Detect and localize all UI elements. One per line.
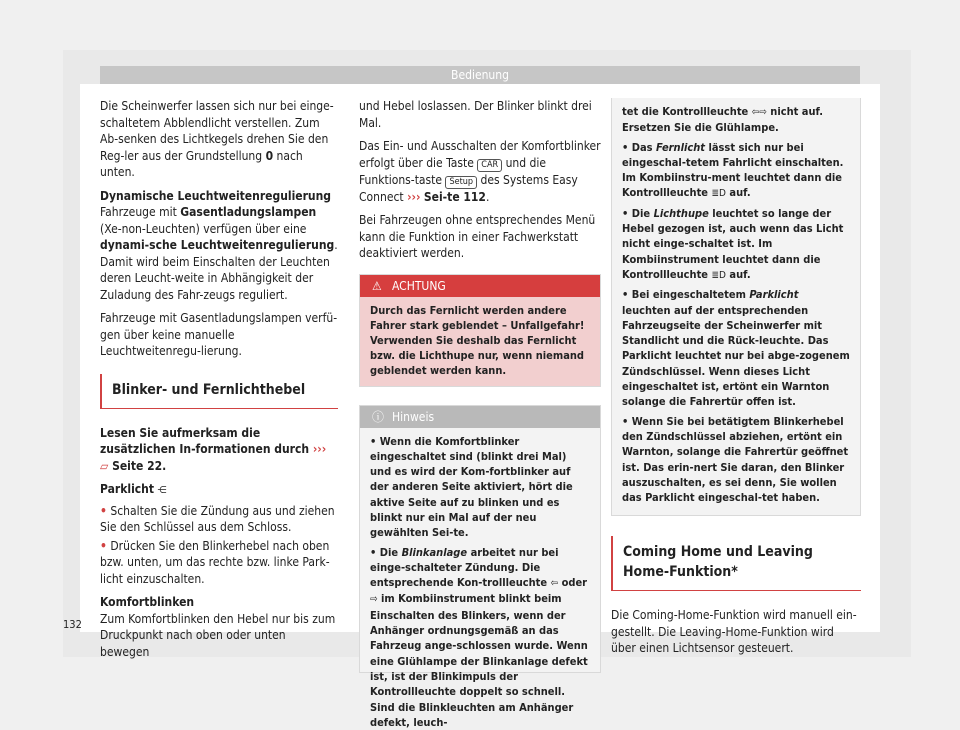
book-icon: ▱ [100,458,109,473]
page-header [100,66,860,84]
paragraph-coming-home: Die Coming-Home-Funktion wird manuell ein-gestellt. Die Leaving-Home-Funktion wird über einen Lichtsensor gesteuert. [611,608,857,656]
page-link[interactable]: Seite 22 [112,458,163,473]
warning-header: ⚠ ACHTUNG [360,275,600,297]
note-item: • Die Lichthupe leuchtet so lange der Hebel gezogen ist, auch wenn das Licht nicht einge-schaltet ist. Im Kombiinstrument leuchtet dann die Kontrollleuchte ≣D auf. [622,206,850,283]
note-text [612,98,860,515]
setup-key: Setup [445,176,477,189]
paragraph-dynamic: Fahrzeuge mit Gasentladungslampen (Xe-non-Leuchten) verfügen über eine dynami-sche Leuchtweitenregulierung. Damit wird beim Einschalten der Leuchten deren Leucht-weite in Abhängigkeit der Zuladung des Fahr-zeugs reguliert. [100,205,338,302]
note-item: • Wenn Sie bei betätigtem Blinkerhebel den Zündschlüssel abziehen, ertönt ein Warnton, solange die Fahrertür geöffnet ist. Das erin-nert Sie daran, den Blinker auszuschalten, es sei denn, Sie wollen das Parklicht eingeschal-tet haben. [622,414,849,505]
arrow-right-icon: ⇨ [370,594,378,606]
high-beam-icon: ≣D [711,188,726,200]
note-text [360,428,600,729]
note-header: ⓘ Hinweis [360,406,600,428]
list-item: • Schalten Sie die Zündung aus und ziehen Sie den Schlüssel aus dem Schloss. [100,503,335,534]
car-key-icon: CAR [477,159,502,172]
page-number: 132 [63,618,82,631]
header-title: Bedienung [451,68,509,82]
high-beam-icon: ≣D [711,269,726,281]
note-box [359,405,601,729]
note-item: tet die Kontrollleuchte ⇦⇨ nicht auf. Ersetzen Sie die Glühlampe. [622,105,823,135]
page-link[interactable]: Sei-te 112 [423,189,486,204]
paragraph-no-manual: Fahrzeuge mit Gasentladungslampen verfü-gen über keine manuelle Leuchtweitenregu-lierung. [100,311,338,358]
heading-dynamic: Dynamische Leuchtweitenregulierung [100,188,332,203]
paragraph-workshop: Bei Fahrzeugen ohne entsprechendes Menü kann die Funktion in einer Fachwerkstatt deaktiviert werden. [359,213,596,260]
column-1 [100,98,338,667]
section-blinker [100,374,338,409]
warning-box [359,274,601,387]
warning-text: Durch das Fernlicht werden andere Fahrer stark geblendet – Unfallgefahr! Verwenden Sie deshalb das Fernlicht bzw. die Lichthupe nur, wenn niemand geblendet werden kann. [360,297,600,386]
heading-parklicht: Parklicht ⋲ [100,481,338,500]
column-3 [611,98,861,664]
trailer-indicator-icon: ⇦⇨ [751,107,767,118]
read-notice: Lesen Sie aufmerksam die zusätzlichen In-formationen durch ››› ▱ Seite 22. [100,425,327,473]
paragraph-komfort: Zum Komfortblinken den Hebel nur bis zum Druckpunkt nach oben oder unten bewegen [100,611,336,659]
list-item: • Drücken Sie den Blinkerhebel nach oben bzw. unten, um das rechte bzw. linke Park-licht einzuschalten. [100,538,330,586]
arrow-left-icon: ⇦ [550,578,559,590]
parklight-icon: ⋲ [157,485,167,496]
section-title: Blinker- und Fernlichthebel [112,381,306,398]
note-item: • Die Blinkanlage arbeitet nur bei einge-schalteter Zündung. Die entsprechende Kon-trollleuchte ⇦ oder ⇨ im Kombiinstrument blinkt beim Einschalten des Blinkers, wenn der Anhänger ordnungsgemäß an das Fahrzeug ange-schlossen wurde. Wenn eine Glühlampe der Blinkanlage defekt ist, ist der Blinkimpuls der Kontrollleuchte doppelt so schnell. Sind die Blinkleuchten am Anhänger defekt, leuch- [370,545,588,729]
section-title: Coming Home und Leaving Home-Funktion* [623,544,813,581]
note-box-continued [611,98,861,516]
paragraph-setup: Das Ein- und Ausschalten der Komfortblinker erfolgt über die Taste CAR und die Funktions-taste Setup des Systems Easy Connect ››› Sei-te 112. [359,139,601,204]
note-item: • Bei eingeschaltetem Parklicht leuchten auf der entsprechenden Fahrzeugseite der Scheinwerfer mit Standlicht und die Rück-leuchte. Das Parklicht leuchtet nur bei abge-zogenem Zündschlüssel. Wenn dieses Licht eingeschaltet ist, ertönt ein Warnton solange die Fahrertür offen ist. [622,288,850,409]
note-item: • Das Fernlicht lässt sich nur bei eingeschal-tetem Fahrlicht einschalten. Im Kombiinstru-ment leuchtet dann die Kontrollleuchte ≣D auf. [622,140,850,202]
paragraph-intro: Die Scheinwerfer lassen sich nur bei einge-schaltetem Abblendlicht verstellen. Zum Ab-senken des Lichtkegels drehen Sie den Reg-ler aus der Grundstellung 0 nach unten. [100,99,334,179]
section-coming-home [611,536,861,591]
heading-komfort: Komfortblinken [100,595,195,609]
paragraph-release: und Hebel loslassen. Der Blinker blinkt drei Mal. [359,99,592,130]
info-icon: ⓘ [372,409,385,424]
warning-icon: ⚠ [372,278,382,293]
column-2 [359,98,601,729]
note-item: • Wenn die Komfortblinker eingeschaltet sind (blinkt drei Mal) und es wird der Kom-fortblinker auf der anderen Seite aktiviert, hört die aktive Seite auf zu blinken und es blinkt nur ein Mal auf der neu gewählten Sei-te. [370,434,573,540]
